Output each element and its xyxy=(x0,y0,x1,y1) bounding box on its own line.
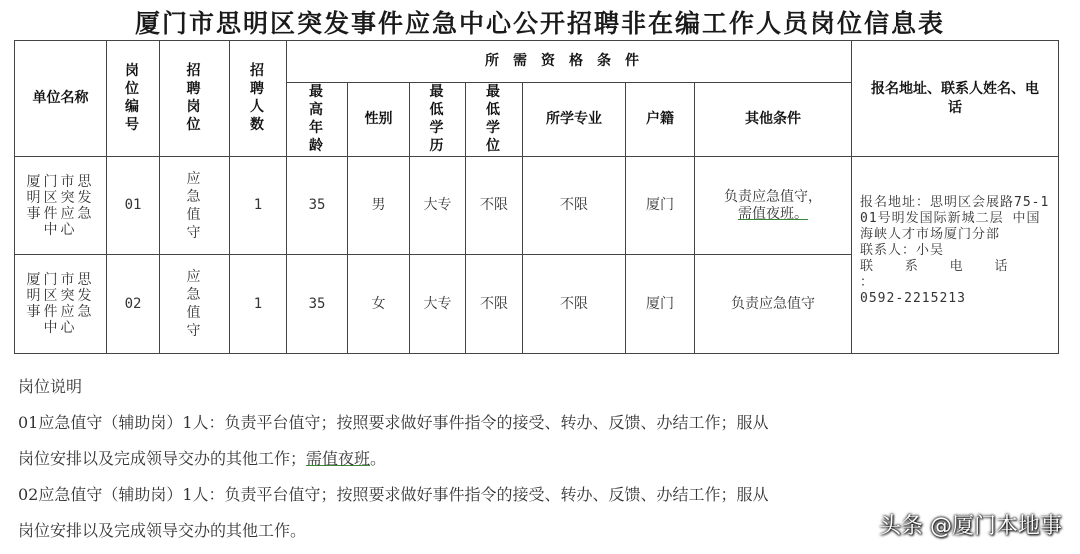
notes-paragraph-2-cont: 岗位安排以及完成领导交办的其他工作。 xyxy=(18,521,307,540)
cell-min-degree: 不限 xyxy=(466,255,523,354)
header-min-edu: 最低学历 xyxy=(410,83,466,157)
contact-address: 报名地址：思明区会展路75-101号明发国际新城二层 中国海峡人才市场厦门分部 xyxy=(860,195,1050,242)
cell-min-edu: 大专 xyxy=(410,157,466,255)
cell-hukou: 厦门 xyxy=(626,255,695,354)
contact-phone-label: 联 系 电 话 ： xyxy=(860,259,1009,290)
cell-gender: 女 xyxy=(348,255,410,354)
header-other: 其他条件 xyxy=(695,83,852,157)
cell-max-age: 35 xyxy=(287,255,348,354)
cell-min-degree: 不限 xyxy=(466,157,523,255)
table-row xyxy=(15,157,1059,255)
cell-post-code: 01 xyxy=(107,157,160,255)
notes-paragraph-2: 02应急值守（辅助岗）1人：负责平台值守；按照要求做好事件指令的接受、转办、反馈、办结工作；服从 xyxy=(18,485,769,504)
header-post-code: 岗位编号 xyxy=(107,41,160,157)
notes-heading: 岗位说明 xyxy=(18,377,83,396)
watermark: 头条 @厦门本地事 xyxy=(879,514,1062,539)
cell-gender: 男 xyxy=(348,157,410,255)
contact-phone: 0592-2215213 xyxy=(860,291,966,306)
cell-hukou: 厦门 xyxy=(626,157,695,255)
notes-paragraph-1-cont: 岗位安排以及完成领导交办的其他工作；需值夜班。 xyxy=(18,449,387,468)
cell-other-line2: 需值夜班。 xyxy=(738,205,808,222)
header-unit: 单位名称 xyxy=(15,41,107,157)
cell-major: 不限 xyxy=(523,157,626,255)
header-qualifications: 所需资格条件 xyxy=(287,41,852,83)
table-title: 厦门市思明区突发事件应急中心公开招聘非在编工作人员岗位信息表 xyxy=(134,9,945,38)
contact-cell xyxy=(852,157,1059,354)
recruitment-table xyxy=(14,40,1059,354)
header-hukou: 户籍 xyxy=(626,83,695,157)
contact-person: 联系人：小吴 xyxy=(860,243,945,258)
cell-unit: 厦门市思明区突发事件应急中心 xyxy=(15,255,107,354)
header-contact: 报名地址、联系人姓名、电话 xyxy=(852,41,1059,157)
cell-major: 不限 xyxy=(523,255,626,354)
cell-count: 1 xyxy=(230,255,287,354)
cell-min-edu: 大专 xyxy=(410,255,466,354)
header-gender: 性别 xyxy=(348,83,410,157)
header-post: 招聘岗位 xyxy=(160,41,230,157)
cell-post: 应急值守 xyxy=(160,157,230,255)
cell-unit: 厦门市思明区突发事件应急中心 xyxy=(15,157,107,255)
header-max-age: 最高年龄 xyxy=(287,83,348,157)
cell-post: 应急值守 xyxy=(160,255,230,354)
header-min-degree: 最低学位 xyxy=(466,83,523,157)
cell-other: 负责应急值守 xyxy=(695,255,852,354)
cell-max-age: 35 xyxy=(287,157,348,255)
header-count: 招聘人数 xyxy=(230,41,287,157)
cell-other-line1: 负责应急值守， xyxy=(724,188,822,205)
notes-paragraph-1: 01应急值守（辅助岗）1人：负责平台值守；按照要求做好事件指令的接受、转办、反馈、办结工作；服从 xyxy=(18,413,769,432)
cell-other xyxy=(695,157,852,255)
cell-count: 1 xyxy=(230,157,287,255)
header-major: 所学专业 xyxy=(523,83,626,157)
cell-post-code: 02 xyxy=(107,255,160,354)
